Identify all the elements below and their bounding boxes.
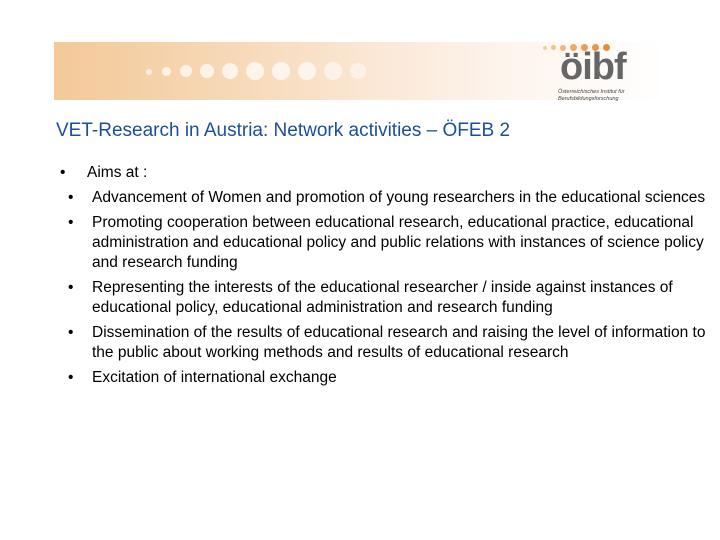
bullet-item	[56, 163, 706, 183]
bullet-icon: •	[60, 164, 66, 181]
sub-bullet-text: Dissemination of the results of educational research and raising the level of information to the public about working methods and results of educational research	[92, 324, 706, 361]
sub-bullet-list	[56, 188, 706, 388]
slide-title: VET-Research in Austria: Network activities – ÖFEB 2	[56, 120, 511, 141]
banner-dot-icon	[272, 62, 290, 80]
logo-subtitle-line: Österreichisches Institut für	[558, 89, 625, 95]
slide-content	[56, 163, 706, 388]
banner-dot-icon	[246, 62, 264, 80]
sub-bullet-item	[56, 323, 706, 363]
bullet-icon: •	[68, 324, 74, 341]
bullet-icon: •	[68, 214, 74, 231]
logo-subtitle	[558, 89, 658, 103]
sub-bullet-text: Excitation of international exchange	[92, 369, 337, 386]
banner-dot-icon	[298, 62, 316, 80]
banner-dot-icon	[324, 62, 342, 80]
sub-bullet-text: Advancement of Women and promotion of young researchers in the educational sciences	[92, 189, 706, 206]
logo-subtitle-line: Berufsbildungsforschung	[558, 96, 619, 102]
banner-dot-icon	[146, 69, 152, 75]
sub-bullet-item	[56, 188, 706, 208]
banner-dot-icon	[162, 67, 171, 76]
bullet-icon: •	[68, 189, 74, 206]
bullet-icon: •	[68, 369, 74, 386]
banner-dot-icon	[180, 65, 192, 77]
banner-dot-icon	[350, 63, 366, 79]
banner-dot-icon	[200, 64, 214, 78]
oibf-logo: öibf	[560, 46, 626, 88]
banner-dot-icon	[222, 63, 238, 79]
sub-bullet-text: Representing the interests of the educational researcher / inside against instances of educational policy, educational administration and research funding	[92, 279, 673, 316]
sub-bullet-item	[56, 278, 706, 318]
sub-bullet-item	[56, 368, 706, 388]
sub-bullet-item	[56, 213, 706, 273]
logo-dot-icon	[543, 46, 547, 50]
bullet-text: Aims at :	[87, 164, 148, 181]
sub-bullet-text: Promoting cooperation between educational research, educational practice, educational administration and educational policy and public relations with instances of science policy and research funding	[92, 214, 704, 271]
bullet-icon: •	[68, 279, 74, 296]
logo-dot-icon	[551, 45, 556, 50]
